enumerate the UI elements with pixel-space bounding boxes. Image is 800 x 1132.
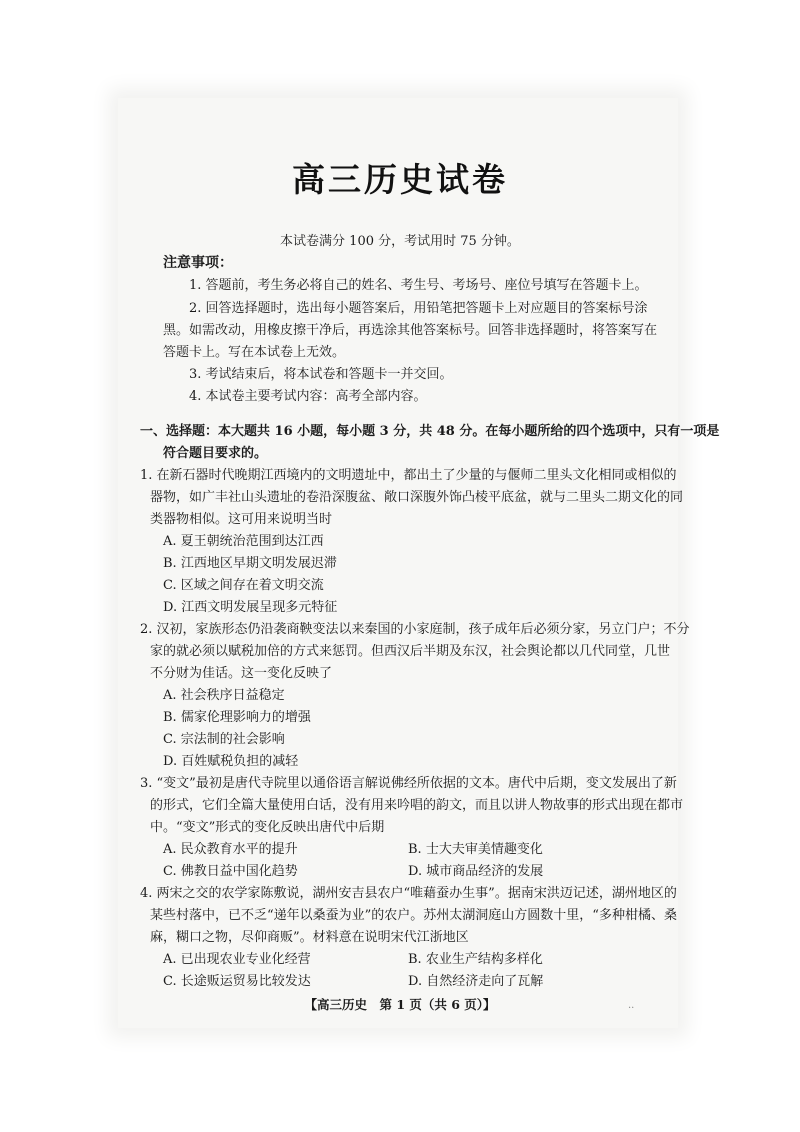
- answer-option[interactable]: A. 社会秩序日益稳定: [163, 688, 285, 703]
- answer-option[interactable]: B. 农业生产结构多样化: [408, 952, 543, 967]
- answer-option[interactable]: A. 民众教育水平的提升: [163, 842, 298, 857]
- exam-title: 高三历史试卷: [292, 160, 508, 199]
- section-heading-cont: 符合题目要求的。: [163, 446, 268, 461]
- answer-option[interactable]: A. 已出现农业专业化经营: [163, 952, 311, 967]
- question-stem: 某些村落中，已不乏“递年以桑蚕为业”的农户。苏州太湖洞庭山方圆数十里，“多种柑橘、桑: [150, 908, 677, 923]
- notice-line: 2. 回答选择题时，选出每小题答案后，用铅笔把答题卡上对应题目的答案标号涂: [189, 301, 648, 316]
- question-stem: 3. “变文”最初是唐代寺院里以通俗语言解说佛经所依据的文本。唐代中后期，变文发展出了新: [140, 776, 677, 791]
- answer-option[interactable]: C. 长途贩运贸易比较发达: [163, 974, 311, 989]
- answer-option[interactable]: B. 士大夫审美情趣变化: [408, 842, 543, 857]
- question-stem: 麻，糊口之物，尽仰商贩”。材料意在说明宋代江浙地区: [150, 930, 469, 945]
- answer-option[interactable]: C. 佛教日益中国化趋势: [163, 864, 298, 879]
- answer-option[interactable]: C. 区域之间存在着文明交流: [163, 578, 324, 593]
- answer-option[interactable]: D. 百姓赋税负担的减轻: [163, 754, 299, 769]
- question-stem: 家的就必须以赋税加倍的方式来惩罚。但西汉后半期及东汉，社会舆论都以几代同堂，几世: [150, 644, 671, 659]
- answer-option[interactable]: B. 儒家伦理影响力的增强: [163, 710, 311, 725]
- question-stem: 器物，如广丰社山头遗址的卷沿深腹盆、敞口深腹外饰凸棱平底盆，就与二里头二期文化的同: [150, 490, 684, 505]
- notice-heading: 注意事项：: [163, 255, 233, 271]
- answer-option[interactable]: B. 江西地区早期文明发展迟滞: [163, 556, 337, 571]
- exam-subtitle: 本试卷满分 100 分，考试用时 75 分钟。: [280, 234, 520, 249]
- question-stem: 不分财为佳话。这一变化反映了: [150, 666, 333, 681]
- question-stem: 类器物相似。这可用来说明当时: [150, 512, 333, 527]
- section-heading: 一、选择题：本大题共 16 小题，每小题 3 分，共 48 分。在每小题所给的四个选项中，只有一项是: [140, 424, 720, 439]
- question-stem: 2. 汉初，家族形态仍沿袭商鞅变法以来秦国的小家庭制，孩子成年后必须分家，另立门户；不分: [140, 622, 690, 637]
- notice-line: 1. 答题前，考生务必将自己的姓名、考生号、考场号、座位号填写在答题卡上。: [189, 278, 648, 293]
- notice-line: 答题卡上。写在本试卷上无效。: [163, 345, 346, 360]
- question-stem: 中。“变文”形式的变化反映出唐代中后期: [150, 820, 385, 835]
- question-stem: 的形式，它们全篇大量使用白话，没有用来吟唱的韵文，而且以讲人物故事的形式出现在都市: [150, 798, 684, 813]
- question-stem: 4. 两宋之交的农学家陈敷说，湖州安吉县农户“唯藉蚕办生事”。据南宋洪迈记述，湖州地区的: [140, 886, 677, 901]
- notice-line: 黑。如需改动，用橡皮擦干净后，再选涂其他答案标号。回答非选择题时，将答案写在: [163, 323, 658, 338]
- answer-option[interactable]: D. 城市商品经济的发展: [408, 864, 544, 879]
- answer-option[interactable]: D. 自然经济走向了瓦解: [408, 974, 544, 989]
- question-stem: 1. 在新石器时代晚期江西境内的文明遗址中，都出土了少量的与偃师二里头文化相同或相似的: [140, 468, 677, 483]
- answer-option[interactable]: A. 夏王朝统治范围到达江西: [163, 534, 324, 549]
- notice-line: 4. 本试卷主要考试内容：高考全部内容。: [189, 389, 427, 404]
- scan-mark: ..: [628, 1000, 635, 1011]
- page-footer: 【高三历史 第 1 页（共 6 页）】: [304, 997, 496, 1012]
- answer-option[interactable]: D. 江西文明发展呈现多元特征: [163, 600, 338, 615]
- notice-line: 3. 考试结束后，将本试卷和答题卡一并交回。: [189, 367, 453, 382]
- answer-option[interactable]: C. 宗法制的社会影响: [163, 732, 285, 747]
